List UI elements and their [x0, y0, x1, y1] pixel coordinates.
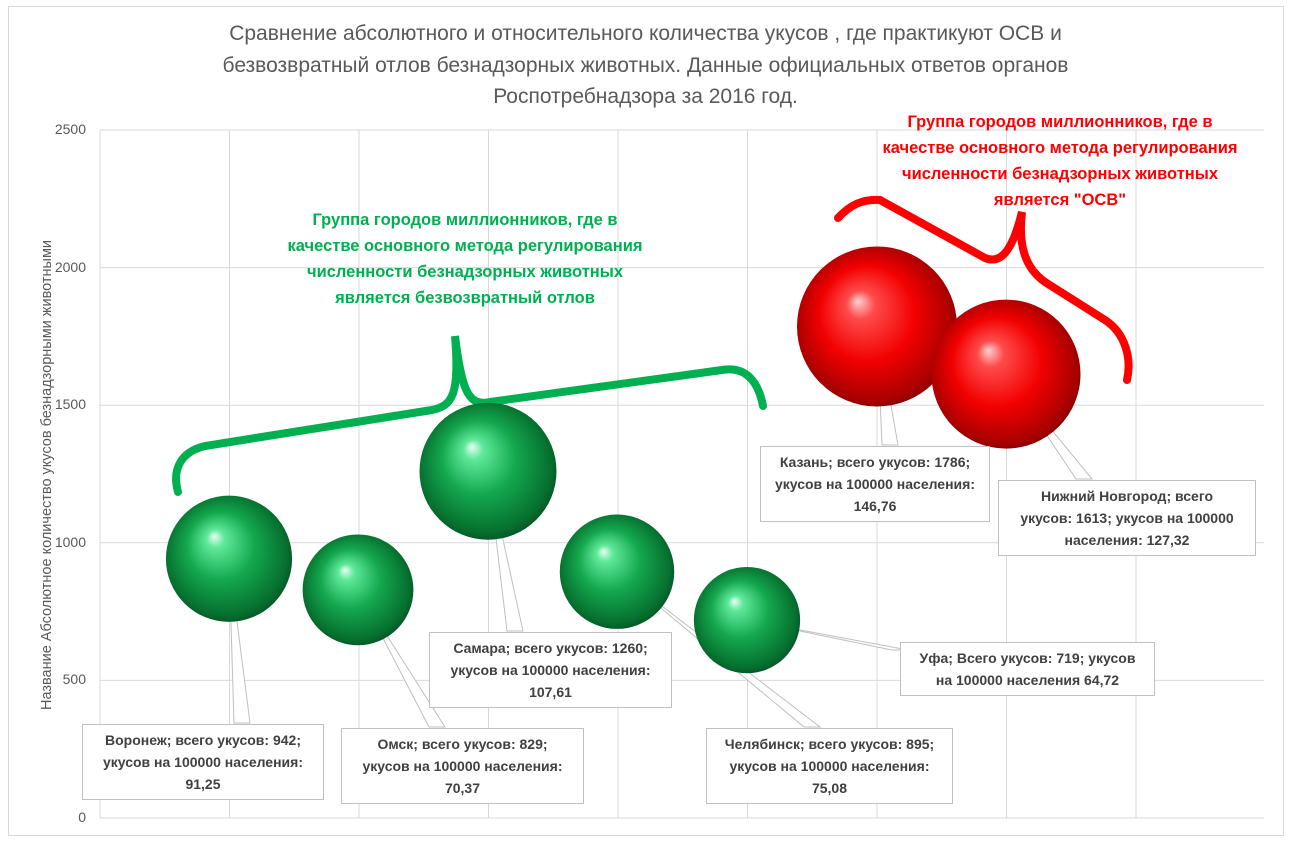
data-label-line: Казань; всего укусов: 1786;	[779, 454, 971, 470]
data-label-box	[429, 632, 672, 708]
data-label-line: на 100000 населения 64,72	[935, 672, 1120, 688]
data-label-line: 70,37	[444, 780, 481, 796]
chart-title-line-3: Роспотребнадзора за 2016 год.	[493, 85, 798, 108]
data-label-line: укусов на 100000 населения:	[362, 758, 563, 774]
bubble-нижний-новгород	[931, 300, 1080, 449]
bubble-самара	[419, 403, 556, 540]
y-tick-label: 500	[62, 671, 86, 688]
red-note-line-3: численности безнадзорных животных	[901, 165, 1219, 183]
data-label-line: Уфа; Всего укусов: 719; укусов	[919, 650, 1136, 666]
green-note-line-1: Группа городов миллионников, где в	[312, 211, 618, 229]
y-tick-label: 2000	[54, 258, 86, 275]
data-label-line: укусов на 100000 населения:	[729, 758, 930, 774]
bubble-уфа	[694, 567, 800, 673]
data-label-line: населения: 127,32	[1064, 532, 1190, 548]
green-group-annotation	[250, 207, 680, 311]
data-label-line: Нижний Новгород; всего	[1040, 488, 1214, 504]
red-note-line-2: качестве основного метода регулирования	[882, 139, 1238, 157]
red-group-annotation	[850, 109, 1270, 213]
bubble-омск	[303, 534, 414, 645]
bubble-воронеж	[166, 496, 292, 622]
data-label-line: 91,25	[185, 776, 221, 792]
data-label-line: укусов на 100000 населения:	[102, 754, 303, 770]
data-label-box	[341, 728, 584, 804]
green-note-line-2: качестве основного метода регулирования	[287, 237, 643, 255]
green-note-line-4: является безвозвратный отлов	[335, 289, 595, 307]
data-label-box	[998, 480, 1256, 556]
data-label-line: 75,08	[811, 780, 848, 796]
y-tick-label: 1500	[54, 396, 86, 413]
bubble-челябинск	[560, 514, 674, 628]
data-label-line: Омск; всего укусов: 829;	[377, 736, 548, 752]
data-label-line: Воронеж; всего укусов: 942;	[105, 732, 301, 748]
data-label-line: Челябинск; всего укусов: 895;	[724, 736, 935, 752]
y-tick-label: 0	[78, 809, 86, 825]
data-label-line: укусов: 1613; укусов на 100000	[1020, 510, 1234, 526]
data-label-line: 146,76	[853, 498, 897, 514]
y-tick-label: 2500	[54, 121, 86, 137]
y-tick-label: 1000	[54, 533, 86, 550]
data-label-box	[82, 724, 324, 800]
green-note-line-3: численности безнадзорных животных	[306, 263, 624, 281]
chart-title-line-2: безвозвратный отлов безнадзорных животных. Данные официальных ответов органов	[222, 54, 1069, 77]
data-label-line: 107,61	[529, 684, 572, 700]
red-note-line-1: Группа городов миллионников, где в	[907, 113, 1213, 131]
chart-title-line-1: Сравнение абсолютного и относительного количества укусов , где практикуют ОСВ и	[229, 22, 1062, 45]
data-label-box	[706, 728, 953, 804]
y-axis-label: Название Абсолютное количество укусов безнадзорными животными	[39, 239, 55, 711]
data-label-line: укусов на 100000 населения:	[774, 476, 975, 492]
data-label-line: Самара; всего укусов: 1260;	[453, 640, 648, 656]
data-label-line: укусов на 100000 населения:	[450, 662, 651, 678]
data-label-box	[760, 446, 990, 522]
data-label-box	[900, 642, 1155, 696]
red-note-line-4: является "ОСВ"	[993, 191, 1127, 209]
